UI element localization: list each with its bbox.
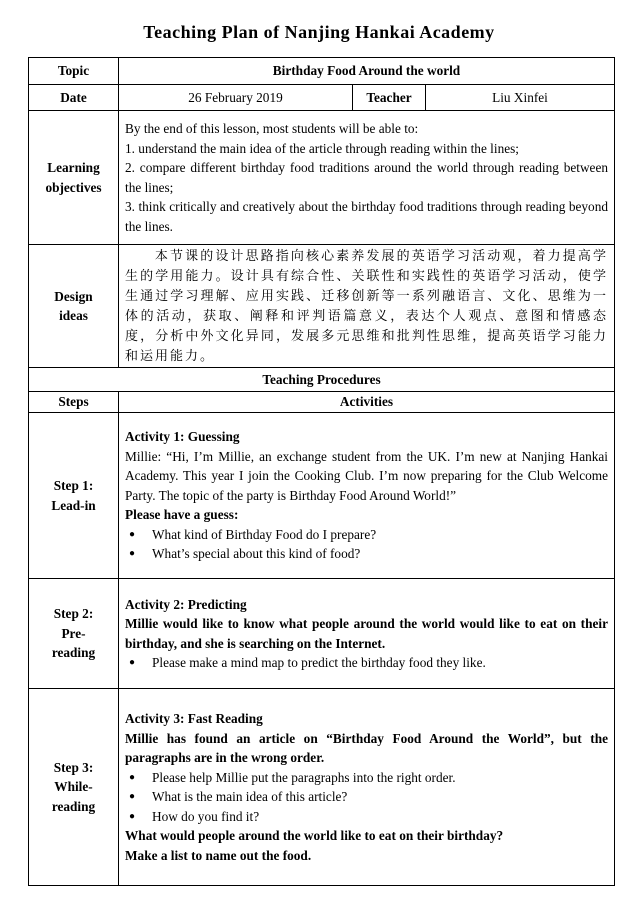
step-2-label-cell — [29, 579, 119, 689]
activity-3-task: Make a list to name out the food. — [125, 847, 312, 863]
activity-3-bullet-list — [125, 768, 608, 827]
topic-label: Topic — [29, 58, 119, 85]
step-3-name: While-reading — [51, 779, 96, 814]
activity-3-title: Activity 3: Fast Reading — [125, 711, 263, 726]
bullet-item — [125, 525, 608, 545]
date-value: 26 February 2019 — [119, 85, 353, 111]
teaching-procedures-heading: Teaching Procedures — [29, 368, 615, 392]
bullet-icon: ● — [129, 810, 136, 822]
steps-column-header: Steps — [29, 392, 119, 413]
step-1-number: Step 1: — [53, 478, 94, 493]
bullet-text: Please make a mind map to predict the birthday food they like. — [152, 655, 486, 670]
teacher-label: Teacher — [353, 85, 426, 111]
activities-column-header: Activities — [119, 392, 615, 413]
objective-item: 1. understand the main idea of the article through reading within the lines; — [125, 140, 519, 156]
bullet-text: Please help Millie put the paragraphs into the right order. — [152, 769, 456, 785]
activity-3-question: What would people around the world like to eat on their birthday? — [125, 828, 504, 843]
design-ideas-label-cell — [29, 245, 119, 368]
activity-2-title: Activity 2: Predicting — [125, 596, 247, 612]
date-row — [29, 85, 615, 111]
step-1-name: Lead-in — [51, 497, 96, 513]
bullet-icon: ● — [129, 528, 136, 540]
bullet-item — [125, 787, 608, 807]
topic-value: Birthday Food Around the world — [119, 58, 615, 85]
topic-row — [29, 58, 615, 85]
objectives-intro: By the end of this lesson, most students will be able to: — [125, 121, 419, 136]
activity-1-bullet-list — [125, 525, 608, 564]
bullet-icon: ● — [129, 791, 136, 802]
learning-objectives-row — [29, 111, 615, 245]
design-ideas-row — [29, 245, 615, 368]
design-ideas-label: Design ideas — [54, 288, 93, 323]
bullet-icon: ● — [129, 548, 136, 560]
activity-1-prompt: Please have a guess: — [125, 507, 239, 523]
steps-header-row — [29, 392, 615, 413]
document-title: Teaching Plan of Nanjing Hankai Academy — [143, 22, 495, 42]
bullet-item — [125, 768, 608, 788]
design-ideas-content — [119, 245, 615, 368]
step-2-activities — [119, 579, 615, 689]
learning-objectives-content — [119, 111, 615, 245]
step-2-row — [29, 579, 615, 689]
teaching-plan-table — [28, 57, 615, 886]
activity-1-text: Millie: “Hi, I’m Millie, an exchange student from the UK. I’m new at Nanjing Hankai Academy. This year I join the Cooking Club. I’m now preparing for the Club Welcome Party. The topic of the party is Birthday Food Around World!” — [125, 448, 608, 503]
bullet-text: How do you find it? — [152, 808, 260, 824]
activity-2-text: Millie would like to know what people around the world would like to eat on their birthday, and she is searching on the Internet. — [125, 616, 608, 651]
bullet-item — [125, 807, 608, 827]
activity-3-text: Millie has found an article on “Birthday Food Around the World”, but the paragraphs are in the wrong order. — [125, 730, 608, 765]
step-1-activities — [119, 413, 615, 579]
teacher-value: Liu Xinfei — [426, 85, 615, 111]
step-1-label-cell — [29, 413, 119, 579]
bullet-text: What’s special about this kind of food? — [152, 546, 361, 562]
learning-objectives-label: Learning objectives — [45, 160, 102, 195]
step-3-activities — [119, 689, 615, 886]
step-2-number: Step 2: — [53, 606, 94, 622]
bullet-text: What is the main idea of this article? — [152, 789, 348, 804]
step-3-label-cell — [29, 689, 119, 886]
learning-objectives-label-cell — [29, 111, 119, 245]
bullet-icon: ● — [129, 657, 136, 668]
bullet-text: What kind of Birthday Food do I prepare? — [152, 526, 377, 542]
step-3-number: Step 3: — [53, 759, 94, 775]
design-ideas-text: 本节课的设计思路指向核心素养发展的英语学习活动观，着力提高学生的学用能力。设计具有综合性、关联性和实践性的英语学习活动，使学生通过学习理解、应用实践、迁移创新等一系列融语言、文化、思维为一体的活动，获取、阐释和评判语篇意义，表达个人观点、意图和情感态度，分析中外文化异同，发展多元思维和批判性思维，提高英语学习能力和运用能力。 — [125, 248, 608, 363]
teaching-procedures-row — [29, 368, 615, 392]
step-3-row — [29, 689, 615, 886]
step-2-name: Pre-reading — [51, 625, 96, 661]
date-label: Date — [29, 85, 119, 111]
step-1-row — [29, 413, 615, 579]
bullet-item — [125, 544, 608, 564]
activity-1-title: Activity 1: Guessing — [125, 429, 240, 445]
bullet-icon: ● — [129, 771, 136, 783]
activity-2-bullet-list — [125, 653, 608, 673]
bullet-item — [125, 653, 608, 673]
objective-item: 2. compare different birthday food traditions around the world through reading between the lines; — [125, 160, 608, 195]
objective-item: 3. think critically and creatively about the birthday food traditions through reading beyond the lines. — [125, 199, 608, 234]
